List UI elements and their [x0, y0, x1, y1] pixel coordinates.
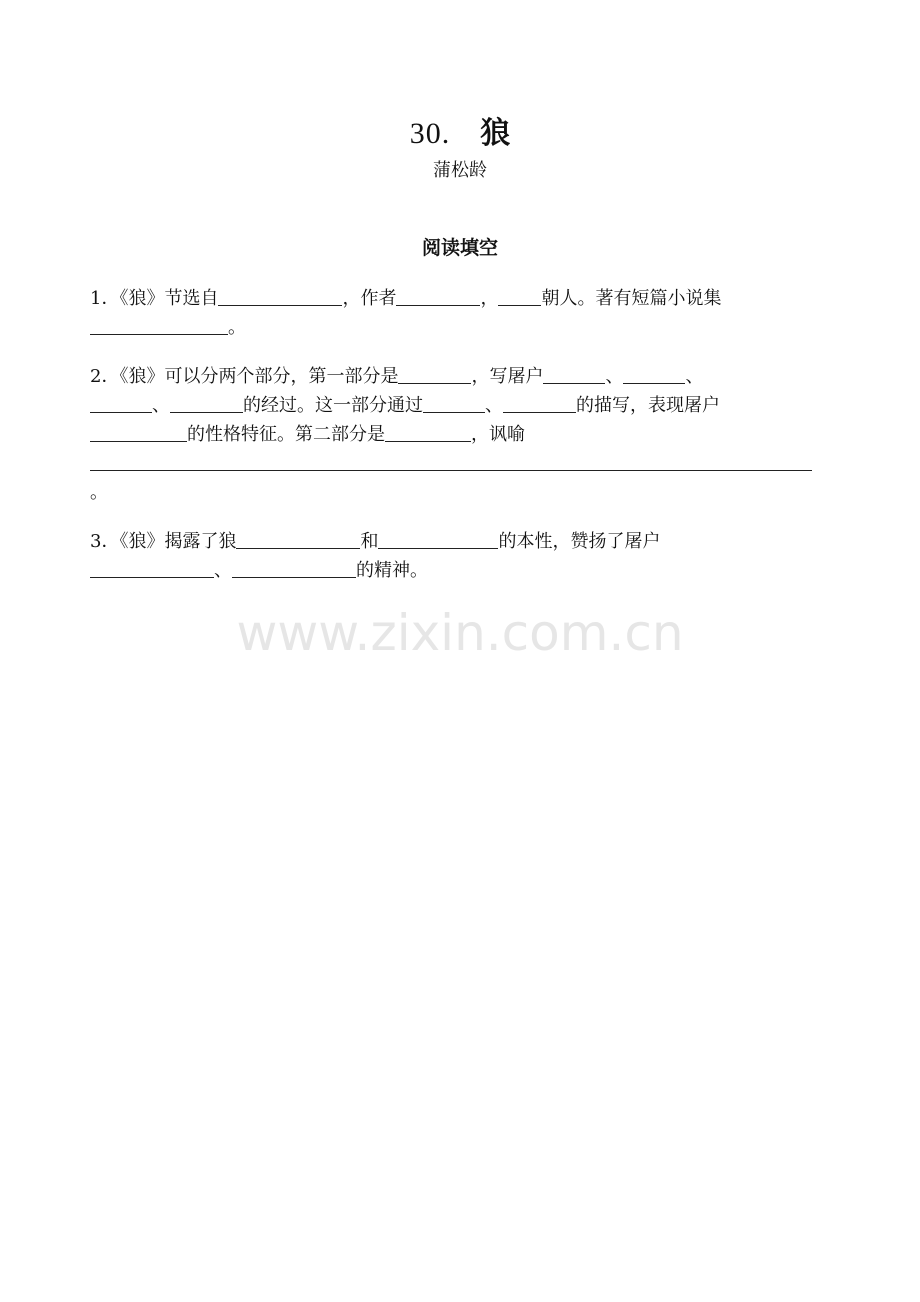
q3-text: 3．《狼》揭露了狼 [90, 531, 237, 552]
question-1 [90, 284, 820, 342]
answer-blank[interactable] [503, 392, 576, 413]
answer-blank[interactable] [90, 557, 214, 578]
author-name: 蒲松龄 [433, 160, 487, 181]
question-list [90, 284, 820, 605]
q3-text: 的精神。 [356, 560, 428, 581]
separator: 、 [152, 395, 170, 416]
separator: 、 [214, 560, 232, 581]
answer-blank[interactable] [385, 421, 471, 442]
q2-text: ，讽喻 [471, 424, 525, 445]
q2-text: 的经过。这一部分通过 [243, 395, 423, 416]
answer-blank[interactable] [396, 285, 480, 306]
q2-text: 。 [90, 482, 108, 503]
q1-text: 1．《狼》节选自 [90, 288, 219, 309]
answer-blank[interactable] [90, 450, 812, 471]
section-heading: 阅读填空 [421, 237, 498, 259]
question-2 [90, 362, 820, 507]
q1-text: ，作者 [342, 288, 397, 309]
q1-text: ， [480, 288, 499, 309]
answer-blank[interactable] [543, 363, 605, 384]
q1-text: 朝人。著有短篇小说集 [541, 288, 722, 309]
answer-blank[interactable] [218, 285, 342, 306]
q2-text: ，写屠户 [471, 366, 544, 387]
answer-blank[interactable] [423, 392, 485, 413]
q3-text: 的本性，赞扬了屠户 [498, 531, 661, 552]
separator: 、 [685, 366, 704, 387]
page-title [0, 114, 920, 154]
lesson-number: 30. [409, 117, 451, 150]
answer-blank[interactable] [398, 363, 471, 384]
answer-blank[interactable] [90, 392, 152, 413]
q2-text: 2．《狼》可以分两个部分，第一部分是 [90, 366, 399, 387]
answer-blank[interactable] [170, 392, 243, 413]
answer-blank[interactable] [90, 314, 228, 335]
answer-blank[interactable] [498, 285, 541, 306]
q1-text: 。 [228, 317, 246, 338]
answer-blank[interactable] [232, 557, 356, 578]
separator: 、 [485, 395, 503, 416]
answer-blank[interactable] [236, 528, 360, 549]
question-3 [90, 527, 820, 585]
answer-blank[interactable] [623, 363, 685, 384]
q2-text: 的性格特征。第二部分是 [187, 424, 385, 445]
watermark: www.zixin.com.cn [236, 604, 684, 662]
answer-blank[interactable] [90, 421, 187, 442]
separator: 、 [605, 366, 624, 387]
q2-text: 的描写，表现屠户 [576, 395, 720, 416]
q3-text: 和 [360, 531, 379, 552]
lesson-title: 狼 [480, 116, 511, 151]
answer-blank[interactable] [378, 528, 498, 549]
